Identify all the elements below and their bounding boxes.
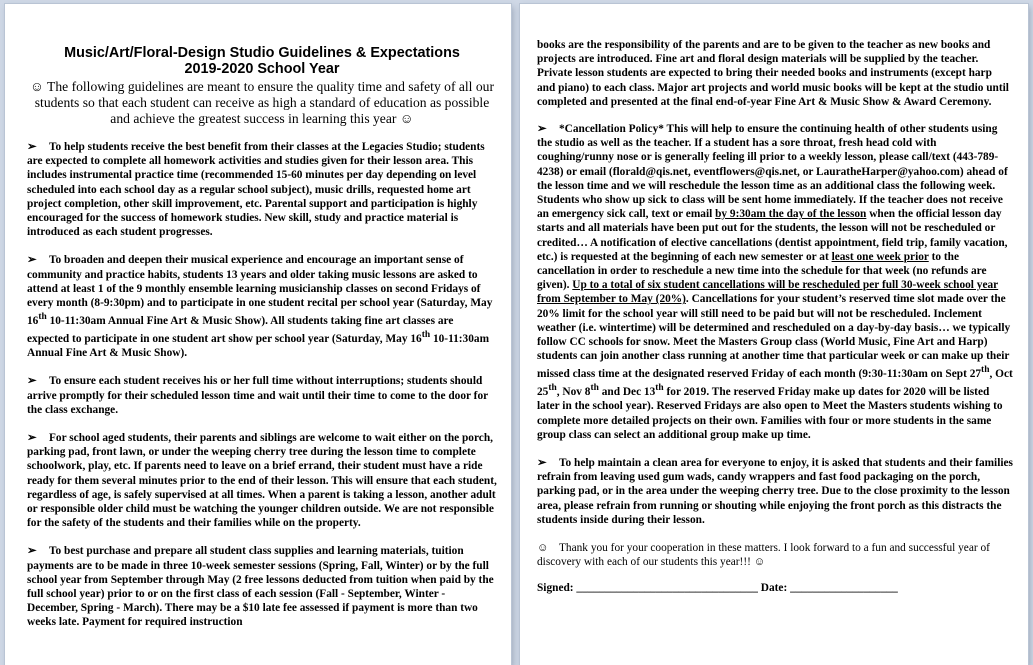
cancellation-text-e: , Oct 25 <box>537 368 1013 399</box>
guideline-homework <box>27 140 497 239</box>
cancellation-text-d: . Cancellations for your student’s reserved time slot made over the 20% limit for the school year will still need to be paid but will not be rescheduled. Inclement weather (i.e. wintertime) will be determined and rescheduled on a day-by-day basis… we typically follow CC schools for snow. Meet the Masters Group class (World Music, Fine Art and Harp) students can join another class running at another time that particular week or can make up their missed class time at the designated reserved Friday of each month (9:30-11:30am on Sept 27 <box>537 293 1011 381</box>
guideline-tuition-text: To best purchase and prepare all student class supplies and learning materials, tuition payments are to be made in three 10-week semester sessions (Spring, Fall, Winter) or by the full school year from September through May (2 free lessons deducted from tuition when paid by the full school year) prior to or on the first class of each session (Fall - September, Winter - December, Spring - March). There may be a $10 late fee assessed if payment is more than two weeks late. Payment for required instruction <box>27 545 494 629</box>
date-line[interactable]: ___________________ <box>790 582 898 595</box>
guideline-cancellation <box>537 122 1013 442</box>
bullet-arrow-icon: ➢ <box>537 123 547 136</box>
ordinal-suffix: th <box>655 383 664 394</box>
guideline-ensemble-text-c: 10-11:30am Annual Fine Art & Music Show). <box>27 333 490 360</box>
cancellation-text-f: , Nov 8 <box>556 386 591 399</box>
bullet-arrow-icon: ➢ <box>27 254 37 267</box>
cancellation-notice: least one week prior <box>831 250 929 263</box>
ordinal-suffix: th <box>38 312 47 323</box>
guideline-punctuality-text: To ensure each student receives his or her full time without interruptions; students should arrive promptly for their scheduled lesson time and wait until their time to come to the door for the class exchange. <box>27 375 488 416</box>
bullet-arrow-icon: ➢ <box>537 457 547 470</box>
guideline-homework-text: To help students receive the best benefit from their classes at the Legacies Studio; students are expected to complete all homework activities and studies given for their lesson area. This includes instrumental practice time (recommended 15-60 minutes per day depending on level scheduled into each school day as a regular school subject), music drills, requested home art project completion, other skill improvement, etc. Parental support and participation is highly encouraged for the success of homework studies. New skill, study and practice material is introduced as each student progresses. <box>27 141 485 239</box>
date-label: Date: <box>760 582 788 595</box>
guideline-cleanliness <box>537 456 1013 527</box>
guideline-tuition <box>27 544 497 629</box>
guideline-ensemble-text-b: 10-11:30am Annual Fine Art & Music Show). All students taking fine art classes are expected to participate in one student art show per school year (Saturday, May 16 <box>27 315 454 345</box>
cancellation-text-a: *Cancellation Policy* This will help to ensure the continuing health of other students using the studio as well as the teacher. If a student has a sore throat, fresh head cold with coughing/runny nose or is generally feeling ill prior to a weekly lesson, please call/text (443-789-4238) or email (florald@qis.net, eventflowers@qis.net, or LauratheHarper@yahoo.com) ahead of the lesson time and we will reschedule the lesson time as an additional class the following week. Students who show up sick to class will be sent home immediately. If the teacher does not receive an emergency sick call, text or email <box>537 123 1008 221</box>
document-subtitle: 2019-2020 School Year <box>184 61 340 77</box>
signed-label: Signed: <box>537 582 574 595</box>
guideline-cleanliness-text: To help maintain a clean area for everyone to enjoy, it is asked that students and their families refrain from leaving used gum wads, candy wrappers and fast food packaging on the porch, parking pad, or in the area under the weeping cherry tree. Due to the close proximity to the lesson area, please refrain from running or shouting while enjoying the front porch as this distracts the students inside during their lesson. <box>537 457 1013 526</box>
ordinal-suffix: th <box>590 383 599 394</box>
page-right-content <box>537 38 1013 596</box>
intro-text: ☺ The following guidelines are meant to ensure the quality time and safety of all our students so that each student can receive as high a standard of education as possible and achieve the greatest success in learning this year ☺ <box>30 79 494 126</box>
cancellation-limit: Up to a total of six student cancellations will be rescheduled per full 30-week school year from September to May (20%) <box>537 279 999 306</box>
document-title: Music/Art/Floral-Design Studio Guidelines & Expectations <box>64 45 460 61</box>
thank-you-text: Thank you for your cooperation in these matters. I look forward to a fun and successful year of discovery with each of our students this year!!! ☺ <box>537 542 990 569</box>
document-page-left <box>5 4 511 665</box>
cancellation-text-c: to the cancellation in order to reschedule a new time into the schedule for that week (no refunds are given). <box>537 250 987 292</box>
signature-row <box>537 581 1013 595</box>
bullet-arrow-icon: ➢ <box>27 141 37 153</box>
ordinal-suffix: th <box>548 383 557 394</box>
guideline-ensemble-text-a: To broaden and deepen their musical experience and encourage an important sense of community and practice habits, students 13 years and older taking music lessons are asked to attend at least 1 of the 9 monthly ensemble learning musicianship classes on second Fridays of every month (8-9:30pm) and to participate in one student recital per school year (Saturday, May 16 <box>27 254 493 328</box>
cancellation-deadline: by 9:30am the day of the lesson <box>715 208 867 221</box>
cancellation-text-h: for 2019. The reserved Friday make up dates for 2020 will be listed later in the school year). Reserved Fridays are also open to Meet the Masters students wishing to complete more detailed projects on their own. Families with four or more students in the same group class can select an additional group make up time. <box>537 386 1003 441</box>
bullet-arrow-icon: ➢ <box>27 432 37 445</box>
thank-you-note <box>537 541 1013 569</box>
guideline-ensemble <box>27 253 497 360</box>
ordinal-suffix: th <box>421 330 431 341</box>
guideline-punctuality <box>27 374 497 417</box>
document-page-right <box>520 4 1028 665</box>
page-left-content <box>27 45 497 630</box>
guideline-tuition-continued: books are the responsibility of the parents and are to be given to the teacher as new books and projects are introduced. Fine art and floral design materials will be supplied by the teacher. Private lesson students are expected to bring their needed books and instruments (except harp and piano) to each class. Major art projects and world music books will be kept at the studio until completed and presented at the final end-of-year Fine Art & Music Show & Award Ceremony. <box>537 39 1009 108</box>
ordinal-suffix: th <box>981 365 990 376</box>
cancellation-text-b: when the official lesson day starts and all materials have been put out for the students, the lesson will not be rescheduled or credited… A notification of elective cancellations (dentist appointment, field trip, family vacation, etc.) is requested at the beginning of each new semester or at <box>537 208 1008 263</box>
guideline-supervision-text: For school aged students, their parents and siblings are welcome to wait either on the porch, parking pad, front lawn, or under the weeping cherry tree during the lesson time to complete schoolwork, play, etc. If parents need to leave on a brief errand, their student must have a ride ready for them several minutes prior to the end of their lesson. This will ensure that each student, regardless of age, is safely supervised at all times. When a parent is taking a lesson, another adult or responsible older child must be watching the younger children outside. We are not responsible for the safety of the students and their families while on the property. <box>27 432 497 530</box>
bullet-arrow-icon: ➢ <box>27 545 37 558</box>
bullet-arrow-icon: ➢ <box>27 375 37 388</box>
guideline-supervision <box>27 431 497 530</box>
signature-line[interactable]: ________________________________ <box>576 582 758 595</box>
smiley-icon: ☺ <box>537 542 549 555</box>
cancellation-text-g: and Dec 13 <box>598 386 656 399</box>
